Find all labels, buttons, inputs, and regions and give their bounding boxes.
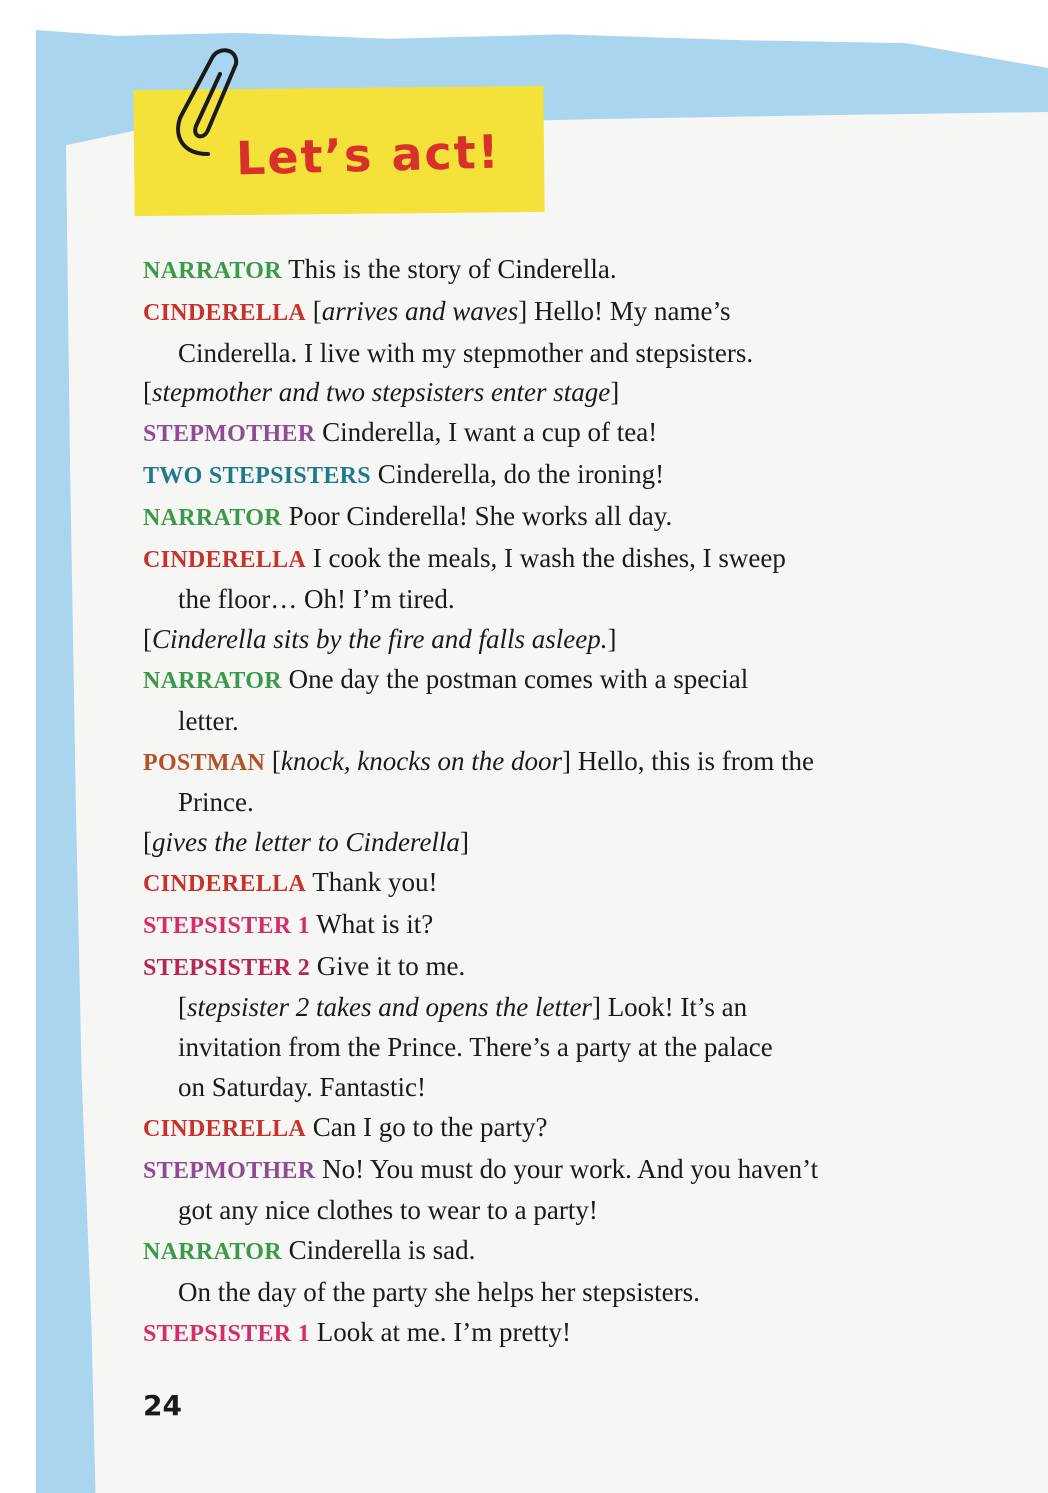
page-number: 24 <box>143 1389 182 1422</box>
speaker-name: STEPSISTER 2 <box>143 954 311 981</box>
speaker-name: STEPSISTER 1 <box>143 1320 311 1347</box>
dialogue-text: On the day of the party she helps her stepsisters. <box>178 1276 700 1307</box>
script-line <box>143 539 933 581</box>
script-line: POSTMAN [knock, knocks on the door] Hello, this is from the <box>143 745 814 776</box>
script-line: CINDERELLA [arrives and waves] Hello! My name’s <box>143 295 731 326</box>
script-line: [Cinderella sits by the fire and falls asleep.] <box>143 624 617 655</box>
script-line <box>143 1108 933 1150</box>
stage-direction: knock, knocks on the door <box>280 745 563 776</box>
dialogue-text: One day the postman comes with a special <box>288 663 749 694</box>
script-line <box>143 905 933 947</box>
dialogue-text: Poor Cinderella! She works all day. <box>288 500 673 531</box>
speaker-name: NARRATOR <box>143 667 282 694</box>
play-script <box>143 250 933 1355</box>
dialogue-text: Cinderella, do the ironing! <box>377 458 665 489</box>
script-line <box>143 660 933 702</box>
script-line <box>143 1028 933 1068</box>
speaker-name: CINDERELLA <box>143 546 307 573</box>
script-line <box>143 1231 933 1273</box>
dialogue-text: Look at me. I’m pretty! <box>316 1316 571 1347</box>
dialogue-text: What is it? <box>316 908 434 939</box>
dialogue-text: Can I go to the party? <box>312 1111 548 1142</box>
dialogue-text: Hello, this is from the <box>577 745 814 776</box>
script-line <box>143 947 933 989</box>
script-line <box>143 580 933 620</box>
dialogue-text: This is the story of Cinderella. <box>288 254 617 284</box>
script-line <box>143 250 933 292</box>
speaker-name: STEPMOTHER <box>143 421 316 448</box>
script-line <box>143 1273 933 1313</box>
stage-direction: stepsister 2 takes and opens the letter <box>187 992 592 1023</box>
stage-direction: stepmother and two stepsisters enter stage <box>152 377 611 408</box>
dialogue-text: Cinderella is sad. <box>288 1235 476 1266</box>
dialogue-text: No! You must do your work. And you haven’t <box>322 1153 819 1184</box>
dialogue-text: Thank you! <box>312 866 438 897</box>
paperclip-icon <box>168 44 248 164</box>
script-line: [stepmother and two stepsisters enter stage] <box>143 377 620 408</box>
dialogue-text: letter. <box>178 705 239 736</box>
script-line <box>143 1191 933 1231</box>
stage-direction: arrives and waves <box>321 295 519 326</box>
dialogue-text: on Saturday. Fantastic! <box>178 1071 426 1102</box>
speaker-name: CINDERELLA <box>143 299 307 326</box>
speaker-name: POSTMAN <box>143 749 266 776</box>
dialogue-text: Hello! My name’s <box>534 295 731 326</box>
script-line <box>143 863 933 905</box>
script-line <box>143 413 933 455</box>
dialogue-text: I cook the meals, I wash the dishes, I sweep <box>312 542 786 573</box>
script-line: [gives the letter to Cinderella] <box>143 827 469 858</box>
dialogue-text: got any nice clothes to wear to a party! <box>178 1195 598 1226</box>
stage-direction: Cinderella sits by the fire and falls asleep. <box>152 624 608 655</box>
script-line <box>143 455 933 497</box>
speaker-name: TWO STEPSISTERS <box>143 462 371 489</box>
script-line: [stepsister 2 takes and opens the letter] Look! It’s an <box>178 992 748 1023</box>
script-line <box>143 334 933 374</box>
script-line <box>143 497 933 539</box>
dialogue-text: invitation from the Prince. There’s a party at the palace <box>178 1032 773 1063</box>
dialogue-text: the floor… Oh! I’m tired. <box>178 584 455 615</box>
speaker-name: NARRATOR <box>143 504 282 531</box>
speaker-name: CINDERELLA <box>143 870 307 897</box>
dialogue-text: Cinderella. I live with my stepmother and stepsisters. <box>178 337 754 368</box>
dialogue-text: Give it to me. <box>316 950 466 981</box>
dialogue-text: Prince. <box>178 787 254 818</box>
speaker-name: NARRATOR <box>143 1239 282 1266</box>
script-line <box>143 783 933 823</box>
script-line <box>143 1150 933 1192</box>
script-line <box>143 1068 933 1108</box>
speaker-name: CINDERELLA <box>143 1115 307 1142</box>
dialogue-text: Look! It’s an <box>607 992 748 1023</box>
script-line <box>143 1313 933 1355</box>
stage-direction: gives the letter to Cinderella <box>152 827 460 858</box>
speaker-name: STEPMOTHER <box>143 1157 316 1184</box>
speaker-name: STEPSISTER 1 <box>143 912 311 939</box>
script-line <box>143 702 933 742</box>
dialogue-text: Cinderella, I want a cup of tea! <box>322 417 658 448</box>
page-title: Let’s act! <box>235 124 502 186</box>
speaker-name: NARRATOR <box>143 258 282 284</box>
